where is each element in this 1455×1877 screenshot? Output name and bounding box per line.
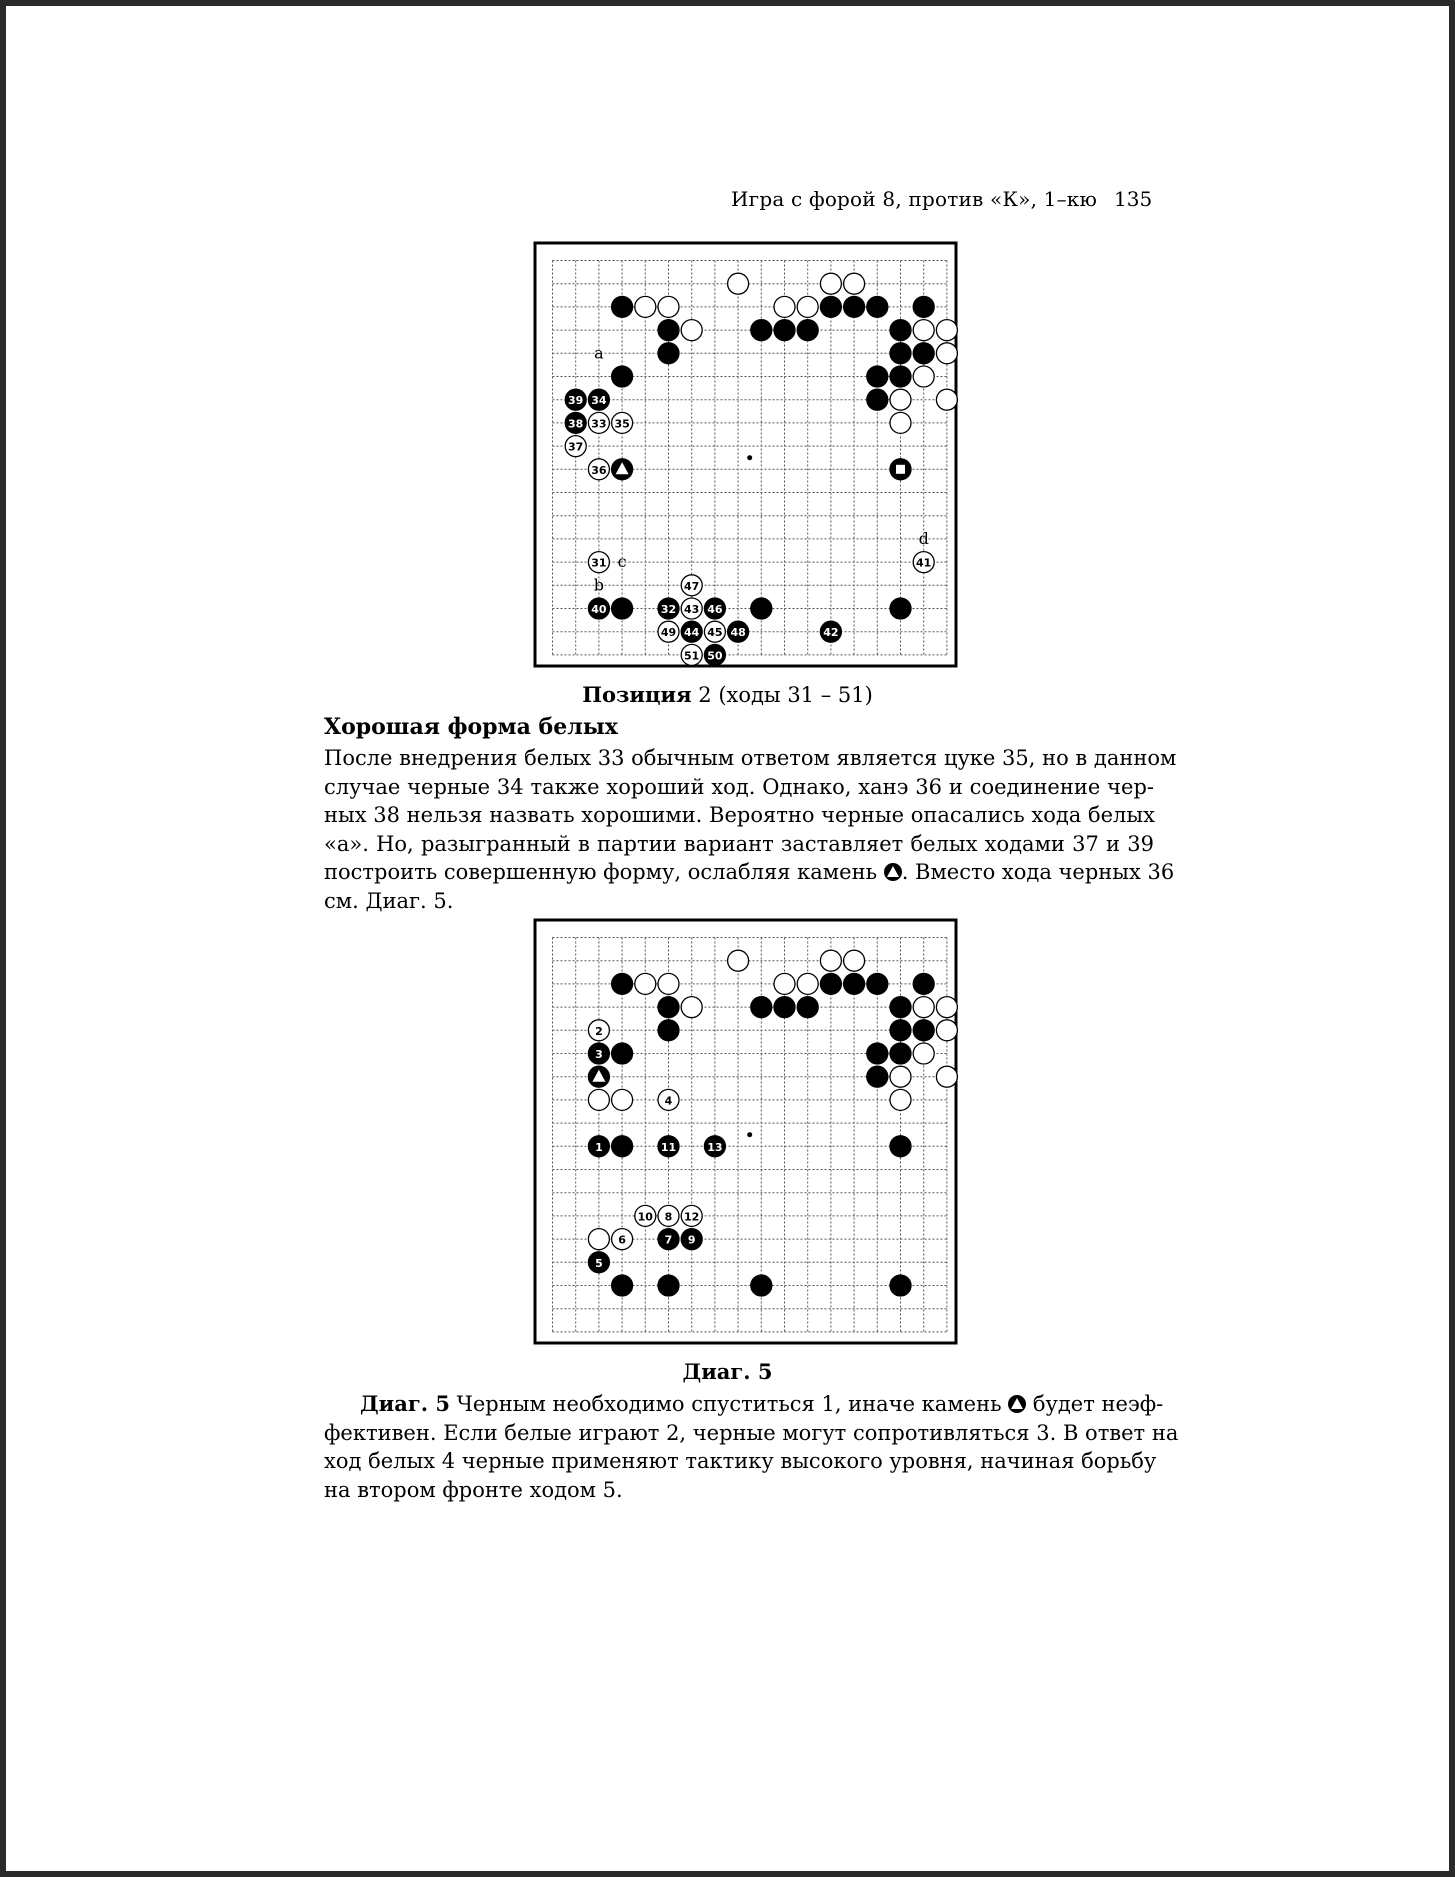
move-number: 51 [684, 649, 700, 663]
paragraph-line: случае черные 34 также хороший ход. Однако, ханэ 36 и соединение чер- [324, 774, 1154, 799]
caption-bold: Позиция [582, 682, 692, 707]
black-stone [797, 320, 818, 341]
move-number: 35 [614, 417, 630, 431]
diagram-1-caption [6, 682, 1449, 707]
paragraph-2 [324, 1390, 1179, 1504]
section-heading: Хорошая форма белых [324, 714, 618, 740]
move-number: 33 [591, 417, 607, 431]
white-stone [890, 1089, 911, 1110]
text-fragment: будет неэф- [1026, 1392, 1164, 1416]
black-stone [658, 343, 679, 364]
hoshi-point [747, 455, 752, 460]
go-board-svg [533, 918, 958, 1345]
move-number: 50 [707, 649, 723, 663]
black-stone [890, 997, 911, 1018]
white-stone [936, 343, 957, 364]
black-stone [612, 296, 633, 317]
black-stone [890, 1020, 911, 1041]
page-number: 135 [1114, 187, 1153, 211]
text-fragment: Черным необходимо спуститься 1, иначе камень [449, 1392, 1009, 1416]
paragraph-1 [324, 744, 1177, 916]
move-number: 38 [568, 417, 584, 431]
move-number: 37 [568, 440, 584, 454]
go-board-svg [533, 241, 958, 668]
black-stone [890, 1136, 911, 1157]
paragraph-line: «a». Но, разыгранный в партии вариант заставляет белых ходами 37 и 39 [324, 831, 1154, 856]
board-letter: d [918, 528, 929, 548]
black-stone [797, 997, 818, 1018]
paragraph-line [324, 858, 1175, 887]
black-stone [867, 296, 888, 317]
move-number: 2 [595, 1024, 603, 1038]
move-number: 12 [684, 1210, 700, 1224]
move-number: 9 [687, 1233, 696, 1247]
white-stone [774, 296, 795, 317]
black-stone [890, 1275, 911, 1296]
black-stone [890, 366, 911, 387]
move-number: 3 [595, 1048, 603, 1061]
black-stone [867, 1066, 888, 1087]
board-letter: b [593, 575, 605, 595]
white-stone [728, 273, 749, 294]
paragraph-line: см. Диаг. 5. [324, 888, 454, 913]
black-stone [658, 997, 679, 1018]
white-stone [844, 950, 865, 971]
move-number: 43 [684, 603, 700, 616]
paragraph-line: фективен. Если белые играют 2, черные могут сопротивляться 3. В ответ на [324, 1420, 1179, 1445]
move-number: 32 [660, 603, 677, 616]
white-stone [890, 1066, 911, 1087]
move-number: 46 [707, 603, 723, 616]
white-stone [820, 273, 841, 294]
paragraph-line: ход белых 4 черные применяют тактику высокого уровня, начиная борьбу [324, 1449, 1157, 1474]
go-board-position-2 [533, 241, 958, 668]
move-number: 45 [707, 626, 723, 640]
paragraph-line: на втором фронте ходом 5. [324, 1477, 623, 1502]
black-stone [913, 343, 934, 364]
black-stone [913, 296, 934, 317]
hoshi-point [747, 1132, 752, 1137]
white-stone [913, 320, 934, 341]
white-stone [635, 296, 656, 317]
white-stone [728, 950, 749, 971]
black-stone [867, 366, 888, 387]
move-number: 42 [823, 626, 839, 640]
white-stone [797, 296, 818, 317]
move-number: 5 [595, 1256, 603, 1270]
white-stone [936, 1066, 957, 1087]
black-stone [913, 973, 934, 994]
black-stone [658, 1020, 679, 1041]
move-number: 4 [664, 1094, 673, 1108]
move-number: 6 [618, 1233, 626, 1247]
white-stone [658, 973, 679, 994]
move-number: 48 [730, 626, 746, 640]
text-fragment: построить совершенную форму, ослабляя камень [324, 860, 884, 885]
square-mark [896, 464, 906, 474]
move-number: 36 [591, 463, 607, 477]
white-stone [797, 973, 818, 994]
black-stone [612, 1043, 633, 1064]
text-fragment: . Вместо хода черных 36 [901, 860, 1175, 885]
black-stone [820, 296, 841, 317]
black-stone [751, 598, 772, 619]
black-stone [612, 598, 633, 619]
white-stone [913, 366, 934, 387]
black-stone [612, 973, 633, 994]
black-stone [913, 1020, 934, 1041]
black-stone [751, 997, 772, 1018]
black-stone [658, 320, 679, 341]
move-number: 8 [664, 1210, 673, 1224]
black-stone [890, 320, 911, 341]
paragraph-line: После внедрения белых 33 обычным ответом является цуке 35, но в данном [324, 746, 1177, 770]
paragraph-label: Диаг. 5 [360, 1391, 450, 1416]
black-stone [867, 389, 888, 410]
running-header: Игра с форой 8, против «К», 1–кю [731, 187, 1098, 211]
white-stone [913, 997, 934, 1018]
black-stone [658, 1275, 679, 1296]
white-stone [588, 1089, 609, 1110]
marked-black-stone-icon [1008, 1395, 1026, 1413]
white-stone [681, 997, 702, 1018]
diagram-2-caption: Диаг. 5 [682, 1359, 773, 1384]
white-stone [936, 389, 957, 410]
black-stone [612, 366, 633, 387]
move-number: 47 [684, 579, 700, 593]
black-stone [751, 1275, 772, 1296]
black-stone [867, 1043, 888, 1064]
black-stone [890, 598, 911, 619]
black-stone [844, 973, 865, 994]
move-number: 13 [707, 1140, 723, 1154]
black-stone [820, 973, 841, 994]
white-stone [936, 1020, 957, 1041]
black-stone [774, 997, 795, 1018]
white-stone [936, 997, 957, 1018]
black-stone [890, 343, 911, 364]
marked-black-stone-icon [884, 863, 902, 881]
black-stone [867, 973, 888, 994]
move-number: 44 [684, 626, 700, 640]
caption-rest: 2 (ходы 31 – 51) [691, 683, 873, 707]
move-number: 41 [916, 556, 932, 570]
white-stone [913, 1043, 934, 1064]
move-number: 39 [568, 394, 584, 408]
board-letter: c [617, 552, 627, 572]
black-stone [751, 320, 772, 341]
black-stone [774, 320, 795, 341]
white-stone [936, 320, 957, 341]
black-stone [844, 296, 865, 317]
white-stone [820, 950, 841, 971]
book-page [6, 6, 1449, 1871]
white-stone [588, 1229, 609, 1250]
white-stone [890, 389, 911, 410]
move-number: 11 [660, 1140, 677, 1154]
board-letter: a [594, 343, 604, 363]
white-stone [612, 1089, 633, 1110]
black-stone [612, 1275, 633, 1296]
move-number: 7 [664, 1233, 673, 1247]
go-board-diagram-5 [533, 918, 958, 1345]
move-number: 10 [637, 1210, 653, 1224]
white-stone [681, 320, 702, 341]
move-number: 40 [591, 603, 607, 616]
white-stone [890, 412, 911, 433]
black-stone [890, 1043, 911, 1064]
move-number: 1 [595, 1140, 603, 1154]
move-number: 31 [591, 556, 607, 570]
white-stone [658, 296, 679, 317]
move-number: 34 [591, 394, 607, 408]
black-stone [612, 1136, 633, 1157]
white-stone [774, 973, 795, 994]
white-stone [844, 273, 865, 294]
paragraph-line [324, 1390, 1164, 1419]
move-number: 49 [660, 626, 677, 640]
white-stone [635, 973, 656, 994]
paragraph-line: ных 38 нельзя назвать хорошими. Вероятно черные опасались хода белых [324, 803, 1155, 828]
